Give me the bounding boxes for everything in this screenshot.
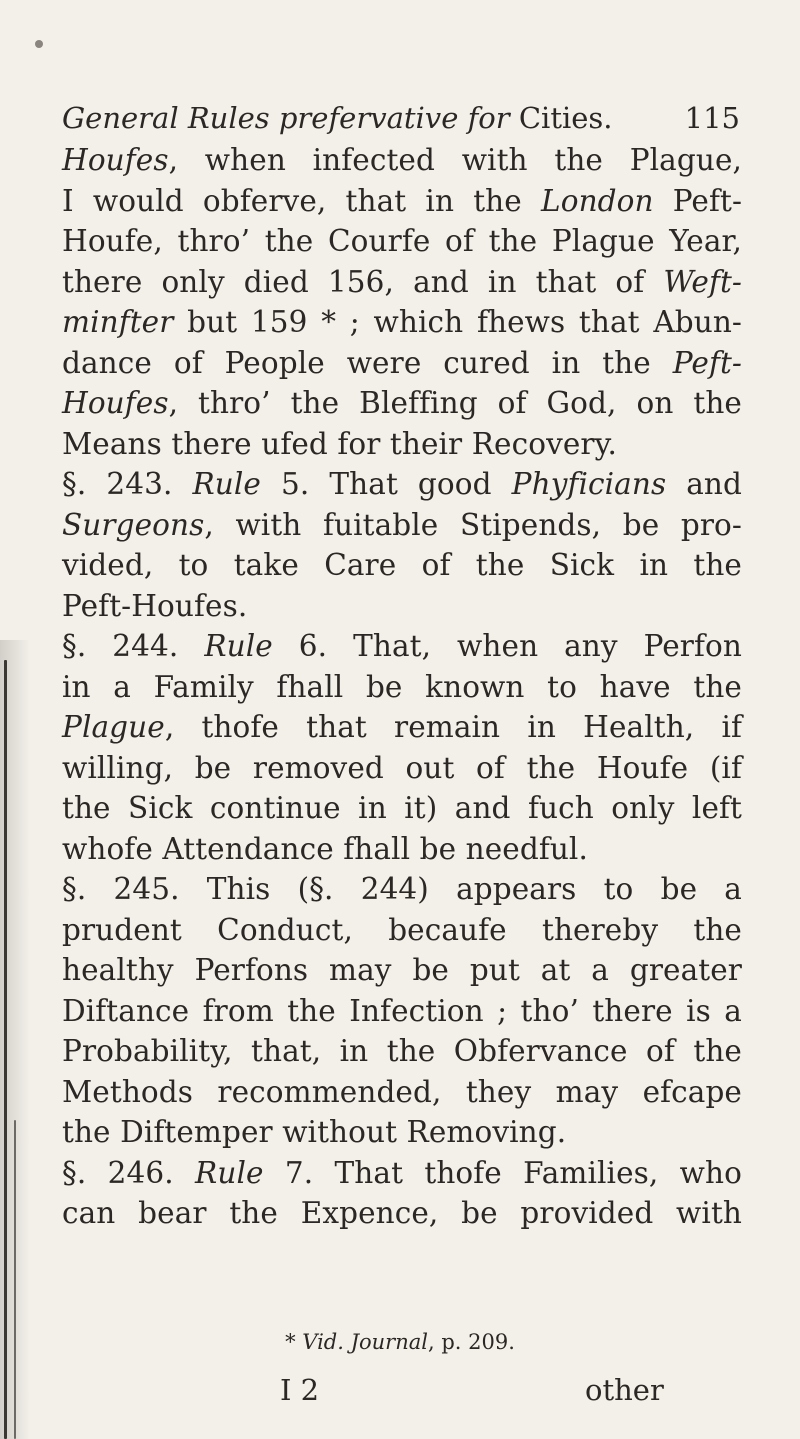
text-line [62, 464, 742, 504]
line-text: Diftance from the Infection ; tho’ there is a [62, 993, 742, 1028]
text-line [62, 181, 742, 221]
line-text: §. 243. [62, 467, 193, 501]
line-text: whofe Attendance fhall be needful. [62, 831, 588, 866]
line-text: the Diftemper without Removing. [62, 1115, 567, 1149]
line-text: but 159 * ; which fhews that Abun- [173, 305, 742, 339]
line-italic: London [541, 183, 654, 218]
line-italic: Weft- [663, 264, 742, 299]
text-line [62, 1193, 742, 1233]
text-line [62, 1072, 742, 1112]
line-italic: Rule [195, 1155, 264, 1190]
text-line [62, 140, 742, 180]
text-line [62, 829, 742, 869]
text-line [62, 383, 742, 423]
running-header [62, 98, 742, 138]
line-text: 7. That thofe Families, who [263, 1155, 742, 1190]
line-text: Means there ufed for their Recovery. [62, 426, 617, 461]
line-text: prudent Conduct, becaufe thereby the [62, 912, 742, 947]
footnote-rest: , p. 209. [427, 1330, 515, 1354]
line-italic: Phyficians [511, 467, 667, 501]
text-line [62, 262, 742, 302]
text-line [62, 869, 742, 909]
line-text: there only died 156, and in that of [62, 264, 664, 299]
text-line [62, 950, 742, 990]
line-text: , thro’ the Bleffing of God, on the [168, 386, 742, 420]
line-text: dance of People were cured in the [62, 345, 673, 380]
line-text: 5. That good [260, 467, 512, 501]
line-text: willing, be removed out of the Houfe (if [62, 750, 742, 785]
line-italic: Rule [204, 629, 273, 663]
line-text: Peft- [653, 183, 743, 218]
catchword: other [585, 1373, 664, 1407]
line-italic: Houfes [62, 143, 169, 177]
line-text: , thofe that remain in Health, if [164, 710, 742, 744]
text-line [62, 707, 742, 747]
line-text: 6. That, when any Perfon [272, 629, 742, 663]
text-line [62, 1112, 742, 1152]
footnote [0, 1328, 800, 1356]
text-line [62, 991, 742, 1031]
line-text: can bear the Expence, be provided with [62, 1196, 742, 1230]
text-line [62, 343, 742, 383]
line-text: in a Family fhall be known to have the [62, 669, 742, 704]
line-text: Methods recommended, they may efcape [62, 1074, 742, 1109]
ink-spot [35, 40, 43, 48]
line-text: and [666, 467, 742, 501]
line-text: §. 246. [62, 1155, 196, 1190]
text-line [62, 424, 742, 464]
line-text: §. 244. [62, 629, 205, 663]
line-italic: Houfes [62, 386, 169, 420]
page-edge-line [4, 660, 7, 1439]
line-text: §. 245. This (§. 244) appears to be a [62, 872, 742, 906]
text-line [62, 788, 742, 828]
line-text: Peft-Houfes. [62, 588, 248, 623]
line-text: Probability, that, in the Obfervance of the [62, 1034, 742, 1068]
text-line [62, 748, 742, 788]
line-text: the Sick continue in it) and fuch only left [62, 791, 742, 825]
text-line [62, 221, 742, 261]
footnote-ref: Vid. Journal [302, 1330, 428, 1354]
line-text: healthy Perfons may be put at a greater [62, 953, 742, 987]
text-line [62, 302, 742, 342]
text-line [62, 545, 742, 585]
line-italic: minfter [62, 305, 174, 339]
line-text: Houfe, thro’ the Courfe of the Plague Year, [62, 224, 742, 258]
line-text: vided, to take Care of the Sick in the [62, 548, 742, 582]
text-line [62, 586, 742, 626]
line-text: I would obferve, that in the [62, 183, 542, 218]
line-italic: Plague [62, 710, 165, 744]
text-line [62, 667, 742, 707]
line-italic: Peft- [672, 345, 742, 380]
line-text: , when infected with the Plague, [168, 143, 742, 177]
line-italic: Rule [192, 467, 261, 501]
signature-mark: I 2 [280, 1373, 320, 1407]
page-number: 115 [684, 101, 740, 135]
footnote-mark: * [285, 1330, 303, 1354]
line-text: , with fuitable Stipends, be pro- [204, 507, 742, 542]
line-italic: Surgeons [62, 507, 205, 542]
text-line [62, 626, 742, 666]
text-line [62, 505, 742, 545]
text-line [62, 910, 742, 950]
text-line [62, 1031, 742, 1071]
text-line [62, 1153, 742, 1193]
page-edge-line-inner [14, 1120, 16, 1439]
running-title: General Rules prefervative for [62, 101, 510, 135]
running-title-tail: Cities. [518, 101, 613, 135]
